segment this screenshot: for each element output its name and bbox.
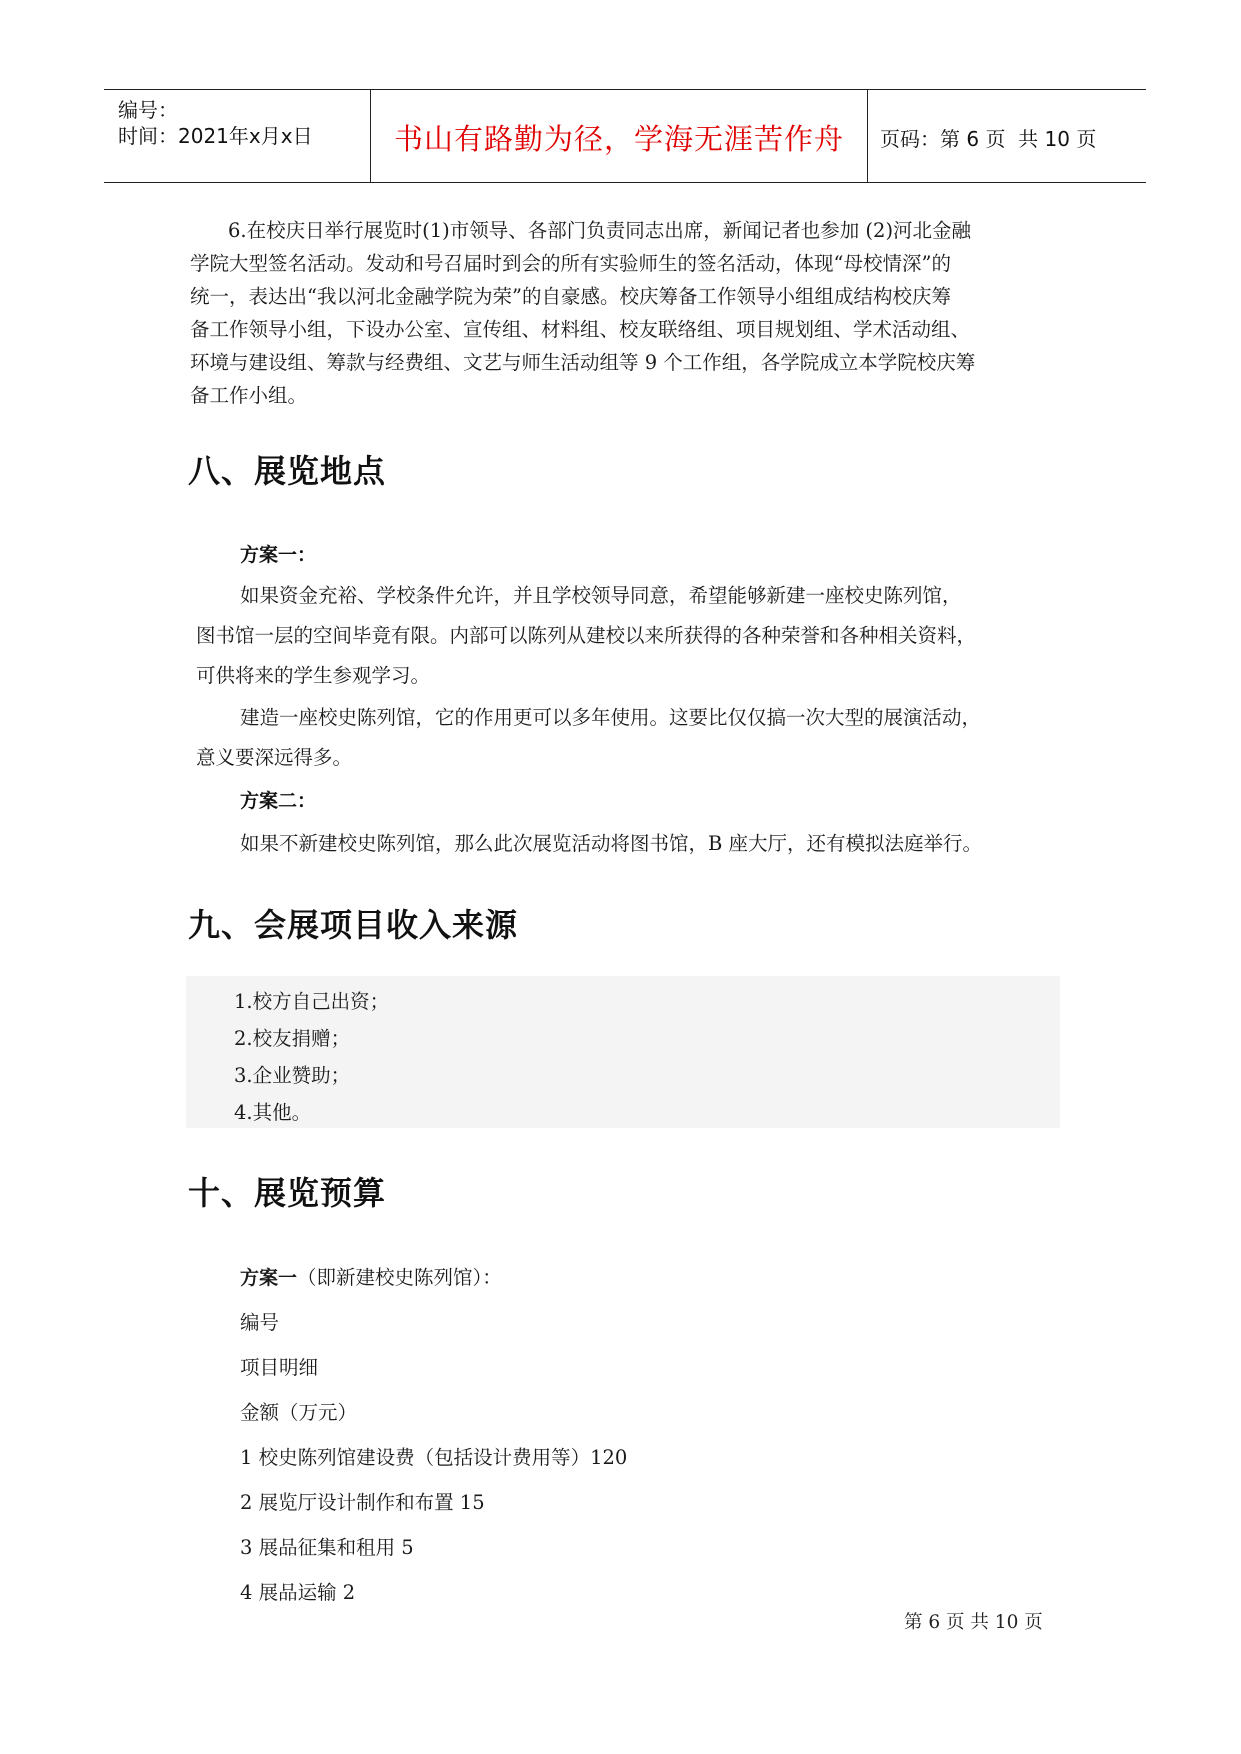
list-item: 3.企业赞助；	[234, 1064, 351, 1087]
plan1-para1-line: 可供将来的学生参观学习。	[196, 664, 431, 687]
plan1-para1-line: 如果资金充裕、学校条件允许，并且学校领导同意，希望能够新建一座校史陈列馆，	[240, 584, 962, 607]
section8-plan2-text: 如果不新建校史陈列馆，那么此次展览活动将图书馆，B 座大厅，还有模拟法庭举行。	[240, 832, 983, 855]
section8-plan1-paragraph2	[196, 698, 1076, 778]
section10-plan1-line	[240, 1262, 502, 1290]
plan1-para2-line: 意义要深远得多。	[196, 746, 353, 769]
header-page-code: 页码：第 6 页 共 10 页	[880, 127, 1097, 151]
budget-col-amount: 金额（万元）	[240, 1401, 358, 1424]
section10-heading: 十、展览预算	[188, 1174, 387, 1212]
header-left-cell	[104, 90, 370, 182]
budget-row: 1 校史陈列馆建设费（包括设计费用等）120	[240, 1446, 628, 1469]
budget-col-number: 编号	[240, 1311, 280, 1334]
page-footer: 第 6 页 共 10 页	[904, 1612, 1043, 1633]
intro-line: 环境与建设组、筹款与经费组、文艺与师生活动组等 9 个工作组，各学院成立本学院校庆筹	[190, 351, 976, 374]
budget-col-item: 项目明细	[240, 1356, 319, 1379]
section10-plan1-label: 方案一	[240, 1267, 298, 1289]
section8-plan2-label: 方案二：	[240, 790, 317, 812]
intro-line: 统一，表达出“我以河北金融学院为荣”的自豪感。校庆筹备工作领导小组组成结构校庆筹	[190, 285, 951, 308]
header-center-cell	[370, 90, 868, 182]
intro-line: 备工作小组。	[190, 384, 308, 407]
list-item: 2.校友捐赠；	[234, 1027, 351, 1050]
budget-row: 4 展品运输 2	[240, 1581, 356, 1604]
budget-row: 2 展览厅设计制作和布置 15	[240, 1491, 485, 1514]
intro-paragraph	[190, 214, 1070, 412]
list-item: 1.校方自己出资；	[234, 990, 390, 1013]
intro-line: 备工作领导小组，下设办公室、宣传组、材料组、校友联络组、项目规划组、学术活动组、	[190, 318, 971, 341]
header-motto: 书山有路勤为径，学海无涯苦作舟	[393, 122, 844, 156]
list-item: 4.其他。	[234, 1101, 312, 1124]
header-number-label: 编号：	[118, 98, 178, 122]
section8-plan1-paragraph1	[196, 576, 1076, 696]
plan1-para2-line: 建造一座校史陈列馆，它的作用更可以多年使用。这要比仅仅搞一次大型的展演活动，	[240, 706, 982, 729]
income-sources-list	[186, 976, 1060, 1128]
header-time-label: 时间：2021年x月x日	[118, 124, 313, 148]
plan1-para1-line: 图书馆一层的空间毕竟有限。内部可以陈列从建校以来所获得的各种荣誉和各种相关资料，	[196, 624, 977, 647]
intro-line: 6.在校庆日举行展览时(1)市领导、各部门负责同志出席，新闻记者也参加 (2)河北金融	[228, 219, 972, 242]
section8-heading: 八、展览地点	[188, 452, 387, 490]
intro-line: 学院大型签名活动。发动和号召届时到会的所有实验师生的签名活动，体现“母校情深”的	[190, 252, 951, 275]
budget-row: 3 展品征集和租用 5	[240, 1536, 414, 1559]
section8-plan1-label: 方案一：	[240, 544, 317, 566]
section9-heading: 九、会展项目收入来源	[188, 906, 519, 944]
page-header	[104, 89, 1146, 183]
header-right-cell	[866, 90, 1146, 182]
section10-plan1-suffix: （即新建校史陈列馆）：	[297, 1266, 502, 1289]
